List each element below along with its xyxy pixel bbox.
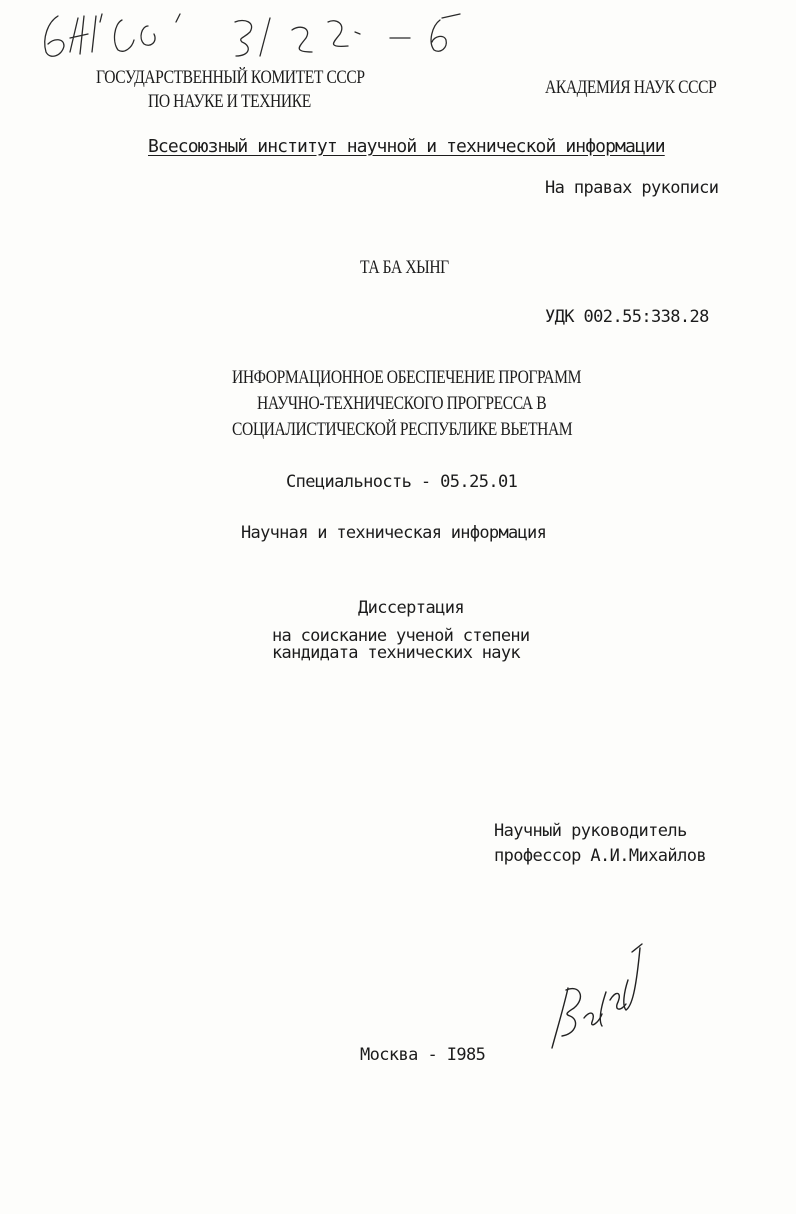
committee-line-1: ГОСУДАРСТВЕННЫЙ КОМИТЕТ СССР	[96, 67, 365, 88]
handwritten-signature	[540, 940, 650, 1055]
place-and-year: Москва - I985	[360, 1045, 486, 1065]
scientific-field: Научная и техническая информация	[241, 523, 547, 543]
rights-note: На правах рукописи	[545, 178, 719, 198]
title-line-1: ИНФОРМАЦИОННОЕ ОБЕСПЕЧЕНИЕ ПРОГРАММ	[232, 367, 582, 388]
institute-name: Всесоюзный институт научной и технической информации	[148, 136, 665, 157]
author-name: ТА БА ХЫНГ	[360, 257, 449, 278]
dissertation-label: Диссертация	[358, 598, 464, 618]
udk-code: УДК 002.55:338.28	[545, 307, 709, 327]
advisor-name: профессор А.И.Михайлов	[494, 846, 706, 866]
title-line-3: СОЦИАЛИСТИЧЕСКОЙ РЕСПУБЛИКЕ ВЬЕТНАМ	[232, 419, 573, 440]
degree-line-1: на соискание ученой степени	[272, 626, 530, 646]
title-line-2: НАУЧНО-ТЕХНИЧЕСКОГО ПРОГРЕССА В	[257, 393, 547, 414]
specialty: Специальность - 05.25.01	[286, 472, 518, 492]
academy-name: АКАДЕМИЯ НАУК СССР	[545, 77, 717, 98]
advisor-label: Научный руководитель	[494, 821, 687, 841]
handwritten-archive-note	[30, 8, 480, 66]
committee-line-2: ПО НАУКЕ И ТЕХНИКЕ	[148, 91, 311, 112]
degree-line-2: кандидата технических наук	[272, 643, 520, 663]
